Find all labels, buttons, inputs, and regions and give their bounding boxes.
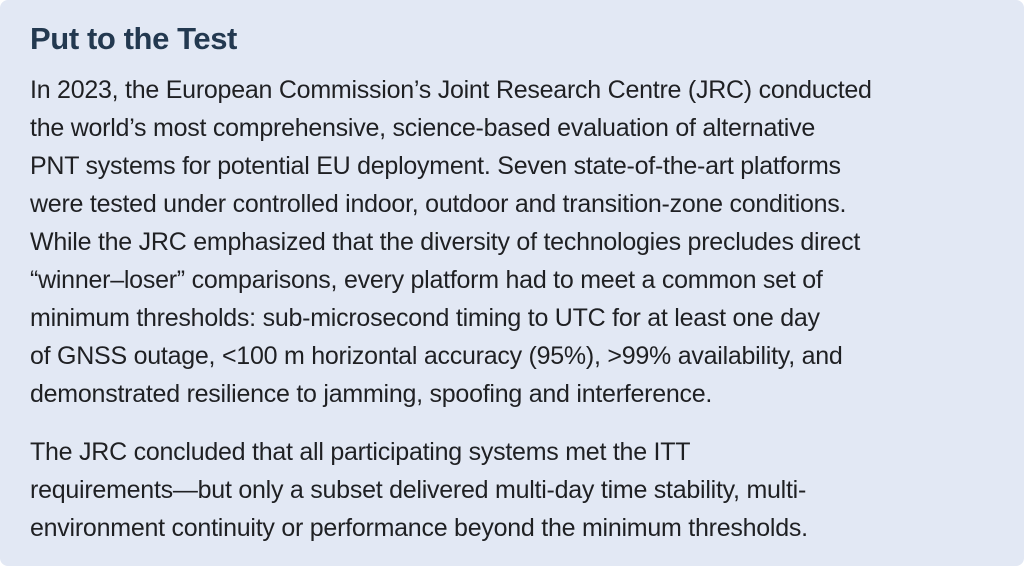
text-line: environment continuity or performance beyond the minimum thresholds. xyxy=(30,514,808,543)
paragraph-1 xyxy=(30,71,994,413)
text-line: minimum thresholds: sub-microsecond timing to UTC for at least one day xyxy=(30,304,820,333)
text-line: PNT systems for potential EU deployment. Seven state-of-the-art platforms xyxy=(30,152,841,181)
text-line: demonstrated resilience to jamming, spoofing and interference. xyxy=(30,380,713,409)
panel-title: Put to the Test xyxy=(30,21,237,56)
text-line: were tested under controlled indoor, outdoor and transition-zone conditions. xyxy=(30,190,847,219)
text-line: of GNSS outage, <100 m horizontal accuracy (95%), >99% availability, and xyxy=(30,342,843,371)
text-line: “winner–loser” comparisons, every platform had to meet a common set of xyxy=(30,266,823,295)
text-line: In 2023, the European Commission’s Joint Research Centre (JRC) conducted xyxy=(30,76,872,105)
text-line: requirements—but only a subset delivered multi-day time stability, multi- xyxy=(30,476,807,505)
text-line: The JRC concluded that all participating systems met the ITT xyxy=(30,438,691,467)
paragraph-2 xyxy=(30,433,994,547)
text-line: While the JRC emphasized that the diversity of technologies precludes direct xyxy=(30,228,861,257)
text-line: the world’s most comprehensive, science-based evaluation of alternative xyxy=(30,114,815,143)
